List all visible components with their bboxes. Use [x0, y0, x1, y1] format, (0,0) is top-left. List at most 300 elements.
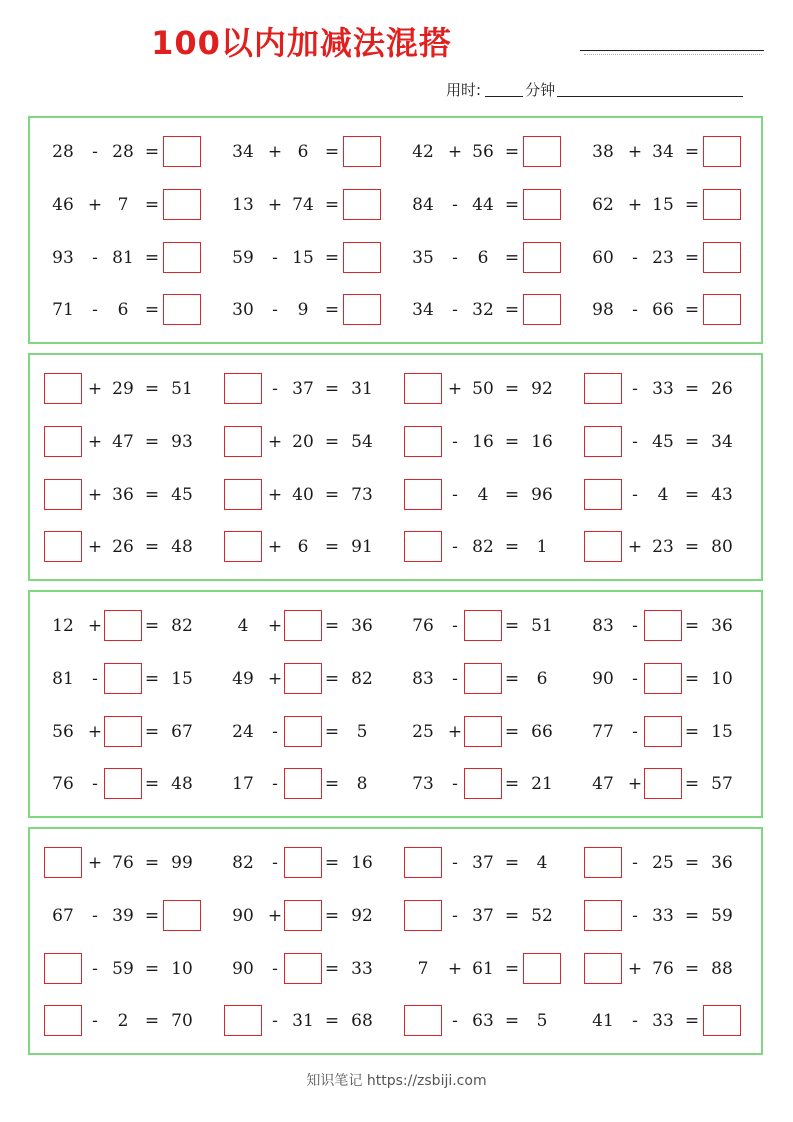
answer-box[interactable] [703, 189, 741, 220]
math-problem [44, 846, 224, 880]
answer-box[interactable] [163, 294, 201, 325]
title-text: 100以内加减法混搭 [151, 24, 452, 62]
equals-sign: = [324, 485, 340, 505]
equals-sign: = [144, 432, 160, 452]
operand: 84 [412, 195, 434, 215]
result: 10 [711, 669, 733, 689]
problem-row [30, 767, 761, 801]
math-problem [44, 609, 224, 643]
equals-sign: = [144, 1011, 160, 1031]
answer-box[interactable] [163, 242, 201, 273]
math-problem [224, 846, 404, 880]
operand: 4 [477, 485, 489, 505]
operator: - [272, 853, 278, 873]
answer-box[interactable] [343, 189, 381, 220]
operator: - [92, 774, 98, 794]
result: 80 [711, 537, 733, 557]
result: 36 [711, 616, 733, 636]
result: 6 [536, 669, 548, 689]
operand: 28 [52, 142, 74, 162]
answer-box[interactable] [523, 189, 561, 220]
operator: - [632, 616, 638, 636]
operand: 9 [297, 300, 309, 320]
math-problem [44, 899, 224, 933]
answer-box[interactable] [644, 663, 682, 694]
math-problem [44, 715, 224, 749]
problem-row [30, 609, 761, 643]
operator: + [627, 774, 643, 794]
answer-box[interactable] [404, 847, 442, 878]
equals-sign: = [144, 669, 160, 689]
answer-box[interactable] [523, 294, 561, 325]
answer-box[interactable] [284, 663, 322, 694]
result: 59 [711, 906, 733, 926]
operator: - [272, 722, 278, 742]
answer-box[interactable] [343, 242, 381, 273]
result: 68 [351, 1011, 373, 1031]
operand: 15 [292, 248, 314, 268]
answer-box[interactable] [584, 373, 622, 404]
equals-sign: = [504, 432, 520, 452]
answer-box[interactable] [464, 610, 502, 641]
operand: 76 [412, 616, 434, 636]
equals-sign: = [144, 379, 160, 399]
operand: 12 [52, 616, 74, 636]
answer-box[interactable] [584, 953, 622, 984]
math-problem [584, 1004, 764, 1038]
result: 96 [531, 485, 553, 505]
answer-box[interactable] [284, 847, 322, 878]
answer-box[interactable] [224, 531, 262, 562]
operand: 67 [52, 906, 74, 926]
equals-sign: = [504, 195, 520, 215]
math-problem [404, 846, 584, 880]
math-problem [224, 767, 404, 801]
operator: - [452, 616, 458, 636]
operand: 46 [52, 195, 74, 215]
operand: 63 [472, 1011, 494, 1031]
equals-sign: = [324, 248, 340, 268]
math-problem [404, 899, 584, 933]
operator: - [272, 248, 278, 268]
operand: 47 [592, 774, 614, 794]
answer-box[interactable] [284, 900, 322, 931]
result: 21 [531, 774, 553, 794]
answer-box[interactable] [104, 768, 142, 799]
answer-box[interactable] [584, 847, 622, 878]
operand: 37 [472, 906, 494, 926]
math-problem [224, 241, 404, 275]
answer-box[interactable] [464, 768, 502, 799]
answer-box[interactable] [404, 900, 442, 931]
equals-sign: = [324, 142, 340, 162]
answer-box[interactable] [44, 426, 82, 457]
operator: + [627, 195, 643, 215]
equals-sign: = [684, 616, 700, 636]
operator: - [632, 722, 638, 742]
operator: - [92, 669, 98, 689]
result: 67 [171, 722, 193, 742]
operator: - [452, 195, 458, 215]
answer-box[interactable] [44, 531, 82, 562]
problem-row [30, 952, 761, 986]
operator: - [92, 959, 98, 979]
operand: 29 [112, 379, 134, 399]
operand: 47 [112, 432, 134, 452]
answer-box[interactable] [343, 136, 381, 167]
math-problem [584, 425, 764, 459]
operand: 15 [652, 195, 674, 215]
answer-box[interactable] [163, 189, 201, 220]
equals-sign: = [144, 722, 160, 742]
operand: 23 [652, 248, 674, 268]
math-problem [404, 241, 584, 275]
operand: 7 [117, 195, 129, 215]
equals-sign: = [144, 485, 160, 505]
answer-box[interactable] [163, 900, 201, 931]
equals-sign: = [324, 195, 340, 215]
math-problem [224, 952, 404, 986]
result: 92 [351, 906, 373, 926]
problem-row [30, 715, 761, 749]
operand: 34 [232, 142, 254, 162]
math-problem [44, 1004, 224, 1038]
result: 92 [531, 379, 553, 399]
equals-sign: = [324, 853, 340, 873]
operator: + [627, 537, 643, 557]
result: 82 [171, 616, 193, 636]
equals-sign: = [324, 906, 340, 926]
equals-sign: = [324, 669, 340, 689]
equals-sign: = [684, 195, 700, 215]
result: 5 [356, 722, 368, 742]
equals-sign: = [504, 485, 520, 505]
result: 70 [171, 1011, 193, 1031]
math-problem [224, 188, 404, 222]
math-problem [584, 662, 764, 696]
math-problem [44, 372, 224, 406]
operand: 28 [112, 142, 134, 162]
math-problem [224, 478, 404, 512]
operator: - [452, 853, 458, 873]
result: 48 [171, 774, 193, 794]
equals-sign: = [504, 616, 520, 636]
operand: 56 [52, 722, 74, 742]
operand: 33 [652, 379, 674, 399]
equals-sign: = [504, 142, 520, 162]
name-dotted-guide [584, 54, 762, 55]
equals-sign: = [504, 379, 520, 399]
answer-box[interactable] [224, 426, 262, 457]
operand: 36 [112, 485, 134, 505]
operator: + [267, 485, 283, 505]
math-problem [44, 767, 224, 801]
problem-row [30, 188, 761, 222]
result: 8 [356, 774, 368, 794]
answer-box[interactable] [104, 610, 142, 641]
equals-sign: = [144, 195, 160, 215]
operand: 26 [112, 537, 134, 557]
math-problem [404, 478, 584, 512]
equals-sign: = [684, 722, 700, 742]
math-problem [584, 372, 764, 406]
problem-row [30, 135, 761, 169]
math-problem [44, 530, 224, 564]
operand: 2 [117, 1011, 129, 1031]
math-problem [404, 425, 584, 459]
result: 52 [531, 906, 553, 926]
result: 45 [171, 485, 193, 505]
math-problem [584, 952, 764, 986]
operator: - [452, 248, 458, 268]
operand: 98 [592, 300, 614, 320]
operator: - [452, 906, 458, 926]
operator: - [452, 774, 458, 794]
equals-sign: = [504, 669, 520, 689]
equals-sign: = [684, 432, 700, 452]
operand: 81 [112, 248, 134, 268]
equals-sign: = [684, 959, 700, 979]
operand: 17 [232, 774, 254, 794]
answer-box[interactable] [224, 479, 262, 510]
math-problem [584, 293, 764, 327]
operand: 66 [652, 300, 674, 320]
operand: 39 [112, 906, 134, 926]
equals-sign: = [144, 248, 160, 268]
problem-row [30, 846, 761, 880]
operator: - [272, 1011, 278, 1031]
operand: 13 [232, 195, 254, 215]
math-problem [44, 293, 224, 327]
operand: 20 [292, 432, 314, 452]
operator: - [632, 853, 638, 873]
math-problem [44, 425, 224, 459]
answer-box[interactable] [104, 716, 142, 747]
equals-sign: = [684, 537, 700, 557]
math-problem [224, 530, 404, 564]
equals-sign: = [684, 142, 700, 162]
operand: 32 [472, 300, 494, 320]
answer-box[interactable] [523, 136, 561, 167]
time-tail-line [557, 95, 743, 97]
equals-sign: = [144, 300, 160, 320]
math-problem [584, 899, 764, 933]
result: 36 [711, 853, 733, 873]
answer-box[interactable] [703, 294, 741, 325]
math-problem [44, 478, 224, 512]
operand: 82 [232, 853, 254, 873]
math-problem [404, 609, 584, 643]
operand: 34 [412, 300, 434, 320]
equals-sign: = [324, 722, 340, 742]
minute-label: 分钟 [525, 81, 556, 99]
answer-box[interactable] [404, 531, 442, 562]
answer-box[interactable] [584, 900, 622, 931]
math-problem [584, 188, 764, 222]
problem-row [30, 478, 761, 512]
result: 1 [536, 537, 548, 557]
answer-box[interactable] [44, 953, 82, 984]
problem-row [30, 1004, 761, 1038]
answer-box[interactable] [703, 1005, 741, 1036]
time-blank [485, 95, 523, 97]
equals-sign: = [504, 722, 520, 742]
operand: 38 [592, 142, 614, 162]
equals-sign: = [324, 537, 340, 557]
problem-row [30, 425, 761, 459]
operator: + [87, 379, 103, 399]
answer-box[interactable] [404, 426, 442, 457]
operator: - [92, 248, 98, 268]
answer-box[interactable] [284, 953, 322, 984]
operator: - [272, 379, 278, 399]
answer-box[interactable] [644, 716, 682, 747]
answer-box[interactable] [404, 1005, 442, 1036]
result: 48 [171, 537, 193, 557]
equals-sign: = [684, 853, 700, 873]
math-problem [44, 188, 224, 222]
answer-box[interactable] [44, 373, 82, 404]
operand: 71 [52, 300, 74, 320]
math-problem [404, 188, 584, 222]
operator: + [267, 142, 283, 162]
answer-box[interactable] [343, 294, 381, 325]
equals-sign: = [324, 616, 340, 636]
answer-box[interactable] [104, 663, 142, 694]
answer-box[interactable] [644, 768, 682, 799]
equals-sign: = [324, 432, 340, 452]
equals-sign: = [684, 300, 700, 320]
operand: 83 [592, 616, 614, 636]
operand: 40 [292, 485, 314, 505]
footer: 知识笔记 https://zsbiji.com [306, 1073, 487, 1089]
operator: + [87, 537, 103, 557]
answer-box[interactable] [464, 663, 502, 694]
operand: 50 [472, 379, 494, 399]
equals-sign: = [684, 906, 700, 926]
math-problem [584, 846, 764, 880]
operator: + [447, 722, 463, 742]
answer-box[interactable] [44, 479, 82, 510]
answer-box[interactable] [523, 242, 561, 273]
operand: 76 [52, 774, 74, 794]
answer-box[interactable] [523, 953, 561, 984]
math-problem [404, 1004, 584, 1038]
operator: + [627, 142, 643, 162]
answer-box[interactable] [703, 242, 741, 273]
equals-sign: = [504, 1011, 520, 1031]
operator: - [632, 379, 638, 399]
operator: + [87, 485, 103, 505]
result: 16 [351, 853, 373, 873]
answer-box[interactable] [163, 136, 201, 167]
worksheet-title [0, 18, 793, 64]
result: 91 [351, 537, 373, 557]
operator: - [632, 300, 638, 320]
operand: 83 [412, 669, 434, 689]
answer-box[interactable] [703, 136, 741, 167]
math-problem [224, 135, 404, 169]
result: 31 [351, 379, 373, 399]
math-problem [224, 1004, 404, 1038]
operator: + [447, 959, 463, 979]
operand: 25 [412, 722, 434, 742]
equals-sign: = [504, 906, 520, 926]
equals-sign: = [684, 669, 700, 689]
problem-row [30, 372, 761, 406]
operand: 76 [652, 959, 674, 979]
math-problem [224, 293, 404, 327]
operator: - [272, 959, 278, 979]
operator: + [267, 669, 283, 689]
answer-box[interactable] [284, 716, 322, 747]
answer-box[interactable] [224, 1005, 262, 1036]
result: 57 [711, 774, 733, 794]
math-problem [404, 952, 584, 986]
answer-box[interactable] [464, 716, 502, 747]
math-problem [44, 135, 224, 169]
answer-box[interactable] [584, 479, 622, 510]
equals-sign: = [684, 774, 700, 794]
operand: 44 [472, 195, 494, 215]
operand: 77 [592, 722, 614, 742]
operand: 33 [652, 906, 674, 926]
operand: 6 [117, 300, 129, 320]
operand: 82 [472, 537, 494, 557]
answer-box[interactable] [224, 373, 262, 404]
operator: - [632, 669, 638, 689]
answer-box[interactable] [404, 373, 442, 404]
answer-box[interactable] [404, 479, 442, 510]
operand: 25 [652, 853, 674, 873]
result: 5 [536, 1011, 548, 1031]
operator: - [632, 906, 638, 926]
answer-box[interactable] [44, 847, 82, 878]
equals-sign: = [684, 379, 700, 399]
operator: - [632, 1011, 638, 1031]
answer-box[interactable] [584, 531, 622, 562]
equals-sign: = [144, 906, 160, 926]
math-problem [224, 372, 404, 406]
operand: 23 [652, 537, 674, 557]
equals-sign: = [684, 485, 700, 505]
equals-sign: = [504, 300, 520, 320]
result: 16 [531, 432, 553, 452]
operator: - [272, 774, 278, 794]
operator: - [452, 669, 458, 689]
answer-box[interactable] [584, 426, 622, 457]
operator: - [92, 300, 98, 320]
math-problem [224, 662, 404, 696]
result: 15 [711, 722, 733, 742]
operand: 60 [592, 248, 614, 268]
result: 88 [711, 959, 733, 979]
equals-sign: = [324, 300, 340, 320]
math-problem [404, 662, 584, 696]
operator: + [267, 616, 283, 636]
operand: 76 [112, 853, 134, 873]
answer-box[interactable] [284, 610, 322, 641]
result: 99 [171, 853, 193, 873]
answer-box[interactable] [644, 610, 682, 641]
result: 33 [351, 959, 373, 979]
answer-box[interactable] [44, 1005, 82, 1036]
operator: - [272, 300, 278, 320]
operand: 34 [652, 142, 674, 162]
answer-box[interactable] [284, 768, 322, 799]
problem-row [30, 530, 761, 564]
operator: - [452, 1011, 458, 1031]
